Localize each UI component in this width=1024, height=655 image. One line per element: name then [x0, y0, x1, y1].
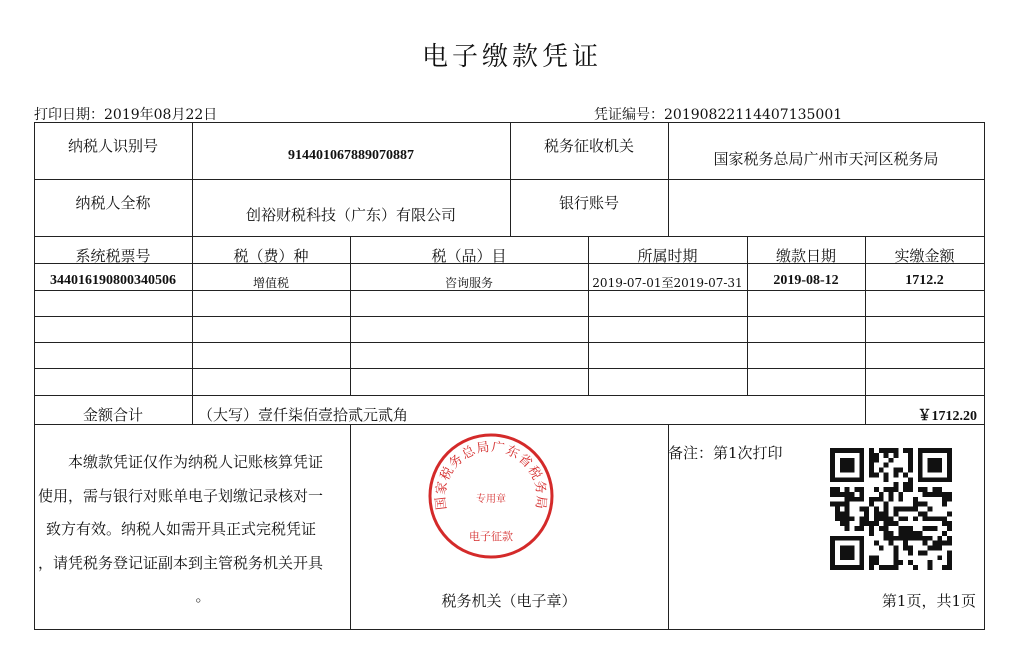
- qr-module: [908, 468, 913, 473]
- qr-module: [923, 516, 928, 521]
- header-pay-date: 缴款日期: [775, 247, 836, 265]
- qr-module: [889, 458, 894, 463]
- qr-module: [874, 521, 879, 526]
- qr-module: [913, 531, 918, 536]
- qr-module: [889, 541, 894, 546]
- qr-module: [869, 448, 874, 453]
- qr-module: [908, 507, 913, 512]
- qr-module: [893, 550, 898, 555]
- qr-module: [869, 565, 874, 570]
- qr-module: [874, 507, 879, 512]
- qr-module: [937, 555, 942, 560]
- qr-module: [898, 516, 903, 521]
- qr-module: [884, 531, 889, 536]
- qr-module: [850, 492, 855, 497]
- qr-module: [845, 511, 850, 516]
- qr-module: [947, 511, 952, 516]
- qr-module: [874, 497, 879, 502]
- qr-module: [869, 453, 874, 458]
- qr-module: [889, 521, 894, 526]
- document-title: 电子缴款凭证: [421, 42, 602, 72]
- qr-module: [932, 492, 937, 497]
- qr-module: [830, 492, 835, 497]
- qr-module: [903, 507, 908, 512]
- qr-module: [874, 511, 879, 516]
- qr-module: [942, 541, 947, 546]
- qr-module: [893, 482, 898, 487]
- page-info: 第1页，共1页: [881, 592, 976, 610]
- qr-module: [835, 511, 840, 516]
- note-line-4: ，请凭税务登记证副本到主管税务机关开具: [38, 553, 324, 572]
- qr-module: [893, 468, 898, 473]
- row-pay-date: 2019-08-12: [773, 273, 839, 288]
- qr-module: [835, 492, 840, 497]
- qr-module: [835, 502, 840, 507]
- qr-module: [869, 497, 874, 502]
- qr-module: [869, 468, 874, 473]
- qr-module: [840, 511, 845, 516]
- qr-module: [869, 521, 874, 526]
- qr-module: [937, 492, 942, 497]
- qr-module: [889, 536, 894, 541]
- print-date: 打印日期：2019年08月22日: [34, 107, 218, 123]
- qr-module: [884, 511, 889, 516]
- qr-module: [893, 507, 898, 512]
- qr-module: [932, 541, 937, 546]
- qr-module: [879, 468, 884, 473]
- qr-module: [942, 531, 947, 536]
- qr-module: [908, 453, 913, 458]
- qr-module: [874, 516, 879, 521]
- qr-module: [840, 516, 845, 521]
- qr-module: [898, 507, 903, 512]
- qr-module: [850, 516, 855, 521]
- qr-module: [937, 536, 942, 541]
- qr-module: [845, 516, 850, 521]
- taxpayer-name-label: 纳税人全称: [75, 194, 151, 212]
- qr-module: [884, 487, 889, 492]
- qr-module: [859, 507, 864, 512]
- qr-module: [903, 541, 908, 546]
- qr-module: [884, 565, 889, 570]
- qr-module: [893, 555, 898, 560]
- qr-module: [942, 492, 947, 497]
- qr-module: [908, 546, 913, 551]
- qr-module: [928, 492, 933, 497]
- note-line-2: 使用，需与银行对账单电子划缴记录核对一: [38, 486, 324, 505]
- bank-account-label: 银行账号: [558, 194, 619, 212]
- qr-module: [932, 546, 937, 551]
- row-period: 2019-07-01至2019-07-31: [592, 276, 743, 290]
- qr-module: [903, 531, 908, 536]
- qr-module: [913, 536, 918, 541]
- qr-module: [889, 448, 894, 453]
- qr-module: [923, 526, 928, 531]
- qr-module: [903, 546, 908, 551]
- qr-module: [859, 497, 864, 502]
- qr-module: [918, 511, 923, 516]
- qr-module: [854, 487, 859, 492]
- qr-module: [884, 516, 889, 521]
- qr-module: [879, 546, 884, 551]
- voucher-number: 凭证编号：20190822114407135001: [594, 107, 843, 123]
- qr-module: [923, 487, 928, 492]
- qr-module: [893, 521, 898, 526]
- qr-module: [874, 472, 879, 477]
- qr-module: [942, 565, 947, 570]
- qr-module: [893, 487, 898, 492]
- note-line-1: 本缴款凭证仅作为纳税人记账核算凭证: [68, 453, 324, 471]
- qr-module: [869, 463, 874, 468]
- qr-module: [884, 502, 889, 507]
- taxpayer-id-label: 纳税人识别号: [67, 137, 158, 155]
- qr-module: [840, 458, 855, 473]
- qr-module: [918, 536, 923, 541]
- tax-authority-value: 国家税务总局广州市天河区税务局: [713, 150, 939, 168]
- qr-module: [918, 550, 923, 555]
- qr-module: [889, 487, 894, 492]
- qr-module: [898, 526, 903, 531]
- total-label: 金额合计: [82, 406, 143, 424]
- qr-module: [845, 521, 850, 526]
- qr-module: [908, 487, 913, 492]
- qr-module: [845, 492, 850, 497]
- qr-module: [830, 502, 835, 507]
- usage-note: [38, 446, 356, 614]
- qr-module: [893, 453, 898, 458]
- qr-module: [859, 492, 864, 497]
- qr-module: [923, 511, 928, 516]
- qr-module: [913, 502, 918, 507]
- qr-module: [923, 536, 928, 541]
- qr-module: [908, 448, 913, 453]
- qr-module: [903, 472, 908, 477]
- taxpayer-id-value: 914401067889070887: [288, 148, 414, 163]
- qr-module: [889, 531, 894, 536]
- qr-module: [903, 526, 908, 531]
- qr-module: [879, 526, 884, 531]
- qr-module: [918, 531, 923, 536]
- qr-module: [854, 526, 859, 531]
- qr-module: [889, 516, 894, 521]
- header-period: 所属时期: [637, 247, 698, 265]
- qr-module: [884, 536, 889, 541]
- qr-module: [869, 526, 874, 531]
- qr-module: [928, 526, 933, 531]
- qr-module: [845, 526, 850, 531]
- qr-module: [898, 536, 903, 541]
- svg-text:电子征款: 电子征款: [469, 530, 513, 543]
- note-line-3: 致方有效。纳税人如需开具正式完税凭证: [46, 520, 317, 538]
- qr-module: [928, 565, 933, 570]
- qr-module: [918, 487, 923, 492]
- qr-module: [874, 458, 879, 463]
- qr-module: [835, 516, 840, 521]
- qr-module: [893, 511, 898, 516]
- qr-module: [947, 550, 952, 555]
- qr-module: [884, 521, 889, 526]
- header-tax-type: 税（费）种: [233, 247, 309, 265]
- qr-module: [923, 541, 928, 546]
- qr-module: [854, 497, 859, 502]
- qr-module: [879, 448, 884, 453]
- qr-module: [845, 507, 850, 512]
- qr-module: [928, 507, 933, 512]
- qr-module: [859, 487, 864, 492]
- qr-module: [898, 560, 903, 565]
- qr-module: [903, 487, 908, 492]
- qr-module: [928, 458, 943, 473]
- qr-module: [947, 560, 952, 565]
- row-ticket-no: 344016190800340506: [50, 273, 176, 288]
- qr-module: [903, 516, 908, 521]
- qr-module: [859, 521, 864, 526]
- svg-text:专用章: 专用章: [476, 494, 506, 505]
- qr-module: [913, 565, 918, 570]
- qr-module: [864, 516, 869, 521]
- qr-module: [869, 555, 874, 560]
- qr-module: [884, 448, 889, 453]
- qr-module: [942, 516, 947, 521]
- qr-module: [874, 487, 879, 492]
- qr-module: [879, 516, 884, 521]
- qr-module: [908, 536, 913, 541]
- qr-module: [928, 516, 933, 521]
- qr-module: [869, 458, 874, 463]
- qr-module: [874, 453, 879, 458]
- qr-module: [942, 497, 947, 502]
- row-amount: 1712.2: [905, 273, 944, 288]
- qr-module: [884, 507, 889, 512]
- qr-module: [864, 511, 869, 516]
- qr-module: [869, 560, 874, 565]
- qr-module: [879, 492, 884, 497]
- qr-module: [845, 502, 850, 507]
- qr-module: [942, 502, 947, 507]
- qr-module: [845, 497, 850, 502]
- qr-module: [840, 502, 845, 507]
- qr-module: [913, 497, 918, 502]
- qr-module: [923, 492, 928, 497]
- qr-module: [898, 497, 903, 502]
- qr-module: [850, 497, 855, 502]
- svg-text:国家税务总局广东省税务局: 国家税务总局广东省税务局: [433, 439, 549, 511]
- qr-module: [869, 472, 874, 477]
- qr-module: [874, 555, 879, 560]
- qr-module: [898, 492, 903, 497]
- qr-module: [893, 448, 898, 453]
- qr-module: [869, 502, 874, 507]
- qr-module: [918, 502, 923, 507]
- qr-module: [874, 541, 879, 546]
- qr-module: [884, 453, 889, 458]
- header-ticket-no: 系统税票号: [75, 247, 151, 265]
- official-seal-icon: [427, 432, 555, 560]
- header-tax-item: 税（品）目: [431, 247, 507, 265]
- qr-module: [903, 448, 908, 453]
- qr-module: [947, 521, 952, 526]
- remark: 备注：第1次打印: [668, 444, 783, 462]
- qr-module: [908, 482, 913, 487]
- tax-authority-label: 税务征收机关: [543, 137, 634, 155]
- qr-module: [937, 516, 942, 521]
- qr-module: [893, 536, 898, 541]
- qr-module: [947, 526, 952, 531]
- qr-module: [893, 560, 898, 565]
- qr-module: [947, 497, 952, 502]
- qr-module: [893, 546, 898, 551]
- qr-module: [947, 536, 952, 541]
- note-line-5: 。: [195, 587, 211, 605]
- qr-module: [908, 526, 913, 531]
- qr-module: [923, 550, 928, 555]
- qr-module: [840, 521, 845, 526]
- qr-module: [893, 472, 898, 477]
- header-amount: 实缴金额: [894, 247, 955, 265]
- qr-module: [869, 531, 874, 536]
- qr-module: [889, 492, 894, 497]
- qr-module: [889, 565, 894, 570]
- row-tax-item: 咨询服务: [444, 276, 493, 290]
- qr-module: [884, 477, 889, 482]
- qr-module: [835, 487, 840, 492]
- qr-module: [908, 550, 913, 555]
- qr-module: [947, 555, 952, 560]
- qr-module: [884, 526, 889, 531]
- qr-module: [908, 458, 913, 463]
- qr-code-icon: [830, 448, 952, 570]
- qr-module: [923, 502, 928, 507]
- qr-module: [879, 511, 884, 516]
- row-tax-type: 增值税: [252, 276, 289, 290]
- qr-module: [845, 487, 850, 492]
- qr-module: [908, 463, 913, 468]
- total-uppercase: （大写）壹仟柒佰壹拾贰元贰角: [198, 406, 409, 424]
- qr-module: [864, 521, 869, 526]
- qr-module: [937, 541, 942, 546]
- qr-module: [947, 492, 952, 497]
- qr-module: [830, 487, 835, 492]
- qr-module: [884, 472, 889, 477]
- qr-module: [864, 507, 869, 512]
- qr-module: [908, 531, 913, 536]
- qr-module: [913, 516, 918, 521]
- qr-module: [937, 546, 942, 551]
- qr-module: [840, 546, 855, 561]
- taxpayer-name-value: 创裕财税科技（广东）有限公司: [245, 206, 456, 224]
- qr-module: [874, 560, 879, 565]
- qr-module: [942, 521, 947, 526]
- qr-module: [835, 507, 840, 512]
- authority-caption: 税务机关（电子章）: [441, 592, 577, 610]
- qr-module: [840, 492, 845, 497]
- qr-module: [937, 487, 942, 492]
- qr-module: [928, 536, 933, 541]
- qr-module: [908, 560, 913, 565]
- qr-module: [932, 526, 937, 531]
- qr-module: [947, 541, 952, 546]
- qr-module: [884, 463, 889, 468]
- qr-module: [947, 565, 952, 570]
- qr-module: [913, 507, 918, 512]
- qr-module: [889, 497, 894, 502]
- qr-module: [932, 516, 937, 521]
- qr-module: [928, 546, 933, 551]
- qr-module: [879, 497, 884, 502]
- qr-module: [903, 482, 908, 487]
- qr-module: [903, 536, 908, 541]
- qr-module: [932, 487, 937, 492]
- qr-module: [879, 565, 884, 570]
- qr-module: [898, 468, 903, 473]
- qr-module: [908, 477, 913, 482]
- qr-module: [893, 565, 898, 570]
- total-amount: ￥1712.20: [917, 409, 977, 424]
- qr-module: [859, 526, 864, 531]
- qr-module: [859, 516, 864, 521]
- qr-module: [928, 560, 933, 565]
- qr-module: [898, 531, 903, 536]
